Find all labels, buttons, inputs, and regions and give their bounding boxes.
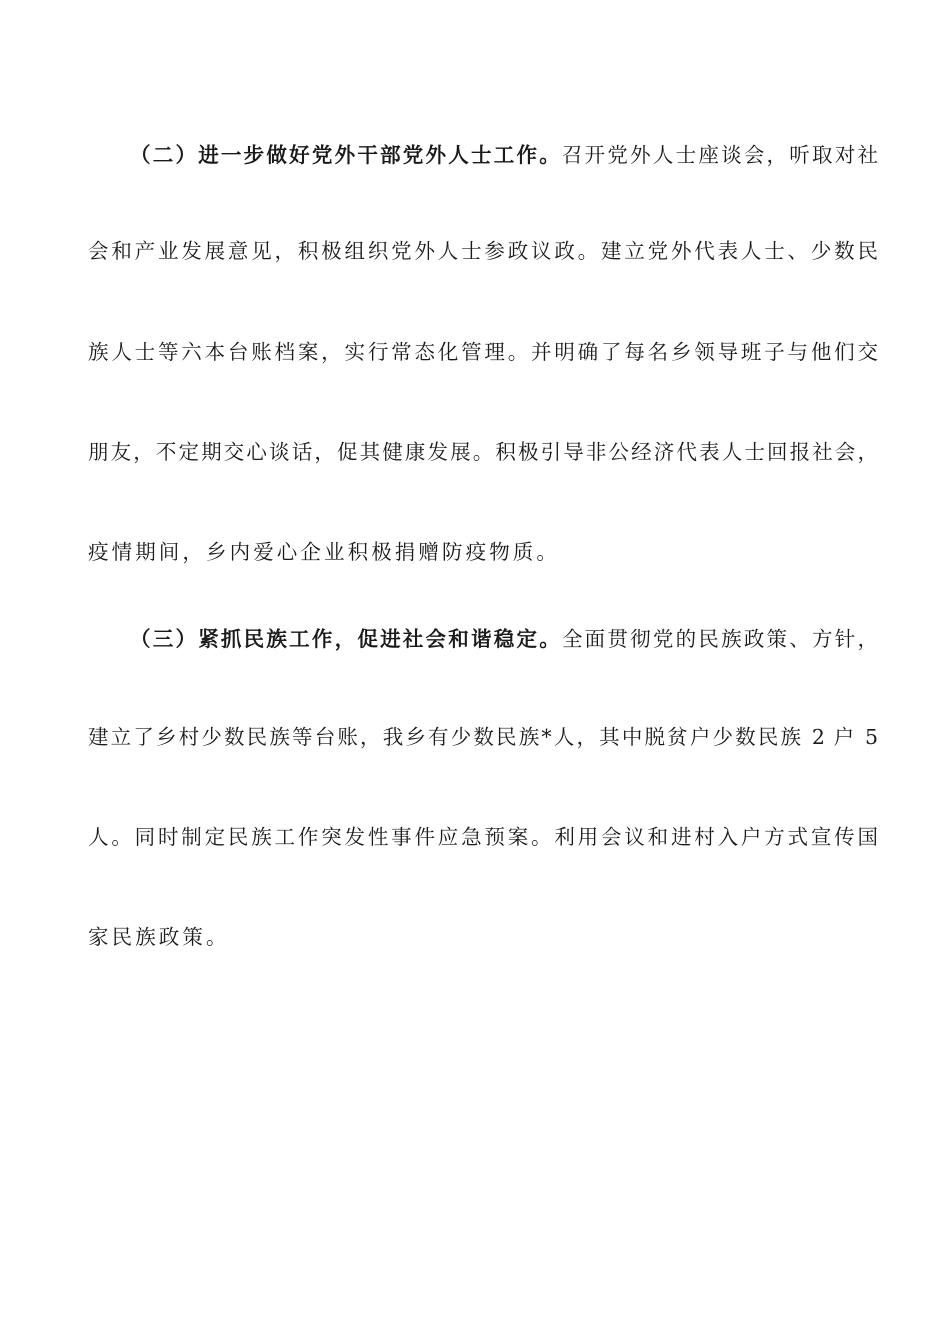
paragraph-text: 召开党外人士座谈会，听取对社 (561, 143, 878, 167)
paragraph-line: 朋友，不定期交心谈话，促其健康发展。积极引导非公经济代表人士回报社会， (88, 440, 878, 464)
paragraph-text: 全面贯彻党的民族政策、方针， (561, 627, 878, 651)
paragraph-line: 人。同时制定民族工作突发性事件应急预案。利用会议和进村入户方式宣传国 (88, 825, 878, 849)
paragraph-line: 家民族政策。 (88, 925, 230, 949)
paragraph-line (130, 625, 878, 653)
section-heading: （二）进一步做好党外干部党外人士工作。 (130, 143, 562, 167)
paragraph-line: 疫情期间，乡内爱心企业积极捐赠防疫物质。 (88, 540, 560, 564)
paragraph-line (130, 141, 878, 169)
paragraph-line: 族人士等六本台账档案，实行常态化管理。并明确了每名乡领导班子与他们交 (88, 340, 878, 364)
paragraph-line: 建立了乡村少数民族等台账，我乡有少数民族*人，其中脱贫户少数民族 2 户 5 (88, 725, 878, 749)
paragraph-line: 会和产业发展意见，积极组织党外人士参政议政。建立党外代表人士、少数民 (88, 239, 878, 263)
section-heading: （三）紧抓民族工作，促进社会和谐稳定。 (130, 627, 562, 651)
